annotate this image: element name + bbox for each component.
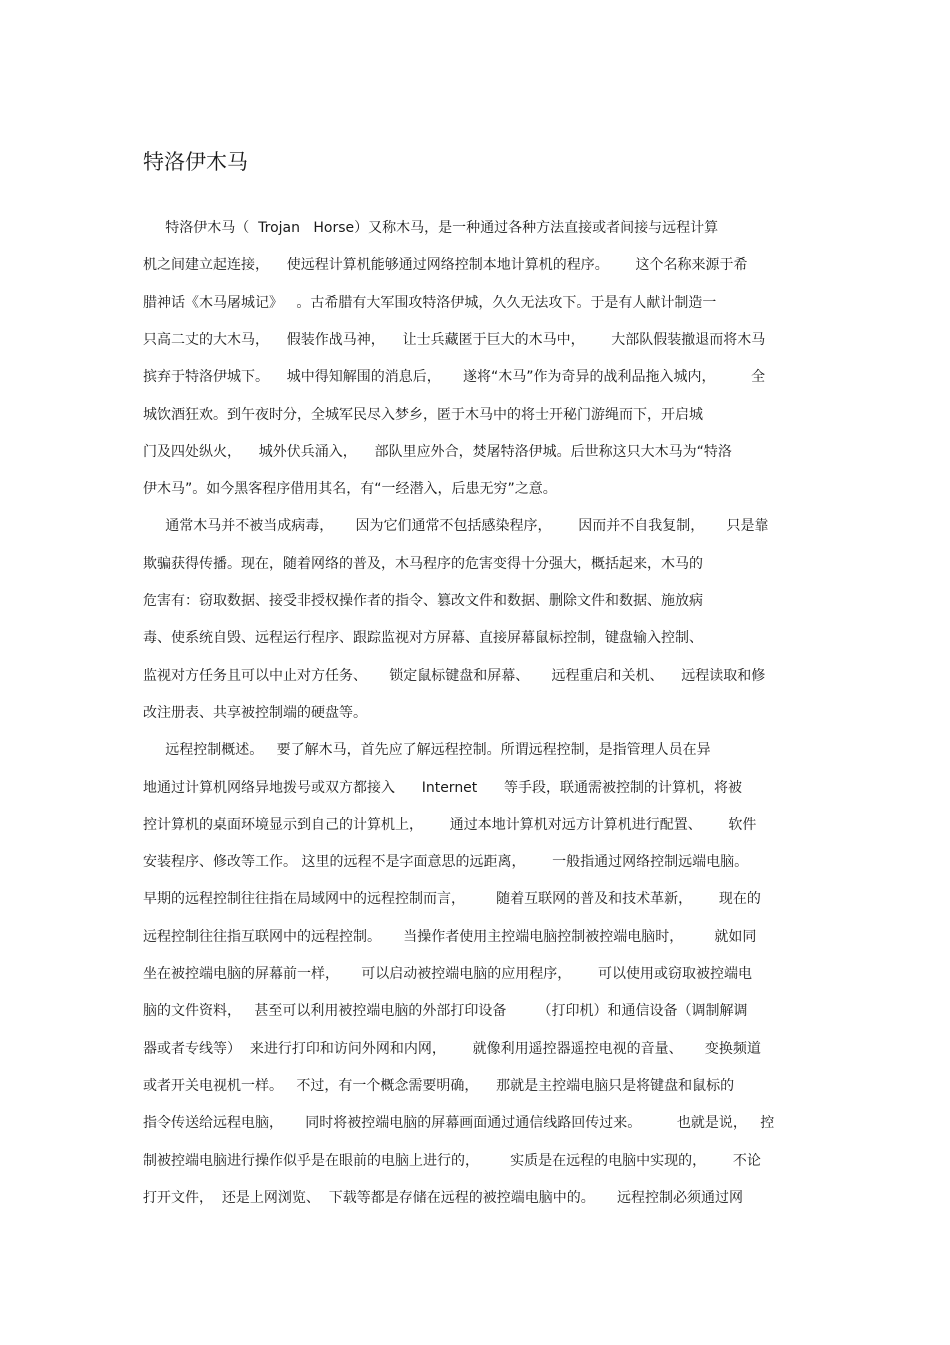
text-line: 伊木马”。如今黑客程序借用其名，有“一经潜入，后患无穷”之意。 bbox=[143, 481, 557, 497]
text-line: 远程控制往往指互联网中的远程控制。 当操作者使用主控端电脑控制被控端电脑时， 就如同 bbox=[143, 929, 757, 945]
text-line: 早期的远程控制往往指在局域网中的远程控制而言， 随着互联网的普及和技术革新， 现在的 bbox=[143, 891, 761, 907]
text-line: 特洛伊木马（ Trojan Horse）又称木马，是一种通过各种方法直接或者间接与远程计算 bbox=[143, 220, 719, 236]
text-line: 只高二丈的大木马， 假装作战马神， 让士兵藏匿于巨大的木马中， 大部队假装撤退而将木马 bbox=[143, 332, 766, 348]
text-line: 或者开关电视机一样。 不过，有一个概念需要明确， 那就是主控端电脑只是将键盘和鼠标的 bbox=[143, 1078, 735, 1094]
document-title: 特洛伊木马 bbox=[143, 150, 248, 174]
text-line: 脑的文件资料， 甚至可以利用被控端电脑的外部打印设备 （打印机）和通信设备（调制解调 bbox=[143, 1003, 748, 1019]
text-line: 远程控制概述。 要了解木马，首先应了解远程控制。所谓远程控制，是指管理人员在异 bbox=[143, 742, 711, 758]
text-line: 危害有：窃取数据、接受非授权操作者的指令、篡改文件和数据、删除文件和数据、施放病 bbox=[143, 593, 703, 609]
text-line: 指令传送给远程电脑， 同时将被控端电脑的屏幕画面通过通信线路回传过来。 也就是说， 控 bbox=[143, 1115, 775, 1131]
text-line: 腊神话《木马屠城记》 。古希腊有大军围攻特洛伊城，久久无法攻下。于是有人献计制造一 bbox=[143, 295, 717, 311]
text-line: 地通过计算机网络异地拨号或双方都接入 Internet 等手段，联通需被控制的计算机，将被 bbox=[143, 780, 742, 796]
text-line: 城饮酒狂欢。到午夜时分，全城军民尽入梦乡，匿于木马中的将士开秘门游绳而下，开启城 bbox=[143, 407, 703, 423]
text-line: 机之间建立起连接， 使远程计算机能够通过网络控制本地计算机的程序。 这个名称来源于希 bbox=[143, 257, 748, 273]
text-line: 通常木马并不被当成病毒， 因为它们通常不包括感染程序， 因而并不自我复制， 只是靠 bbox=[143, 518, 769, 534]
text-line: 改注册表、共享被控制端的硬盘等。 bbox=[143, 705, 367, 721]
text-line: 控计算机的桌面环境显示到自己的计算机上， 通过本地计算机对远方计算机进行配置、 软件 bbox=[143, 817, 757, 833]
text-line: 毒、使系统自毁、远程运行程序、跟踪监视对方屏幕、直接屏幕鼠标控制，键盘输入控制、 bbox=[143, 630, 703, 646]
text-line: 安装程序、修改等工作。 这里的远程不是字面意思的远距离， 一般指通过网络控制远端电脑。 bbox=[143, 854, 749, 870]
text-line: 门及四处纵火， 城外伏兵涌入， 部队里应外合，焚屠特洛伊城。后世称这只大木马为“特洛 bbox=[143, 444, 732, 460]
text-line: 打开文件， 还是上网浏览、 下载等都是存储在远程的被控端电脑中的。 远程控制必须通过网 bbox=[143, 1190, 744, 1206]
text-line: 坐在被控端电脑的屏幕前一样， 可以启动被控端电脑的应用程序， 可以使用或窃取被控端电 bbox=[143, 966, 752, 982]
text-line: 监视对方任务且可以中止对方任务、 锁定鼠标键盘和屏幕、 远程重启和关机、 远程读取和修 bbox=[143, 668, 766, 684]
text-line: 器或者专线等） 来进行打印和访问外网和内网， 就像利用遥控器遥控电视的音量、 变换频道 bbox=[143, 1041, 761, 1057]
text-line: 摈弃于特洛伊城下。 城中得知解围的消息后， 遂将“木马”作为奇异的战利品拖入城内， 全 bbox=[143, 369, 766, 385]
text-line: 制被控端电脑进行操作似乎是在眼前的电脑上进行的， 实质是在远程的电脑中实现的， 不论 bbox=[143, 1153, 761, 1169]
text-line: 欺骗获得传播。现在，随着网络的普及，木马程序的危害变得十分强大，概括起来，木马的 bbox=[143, 556, 703, 572]
